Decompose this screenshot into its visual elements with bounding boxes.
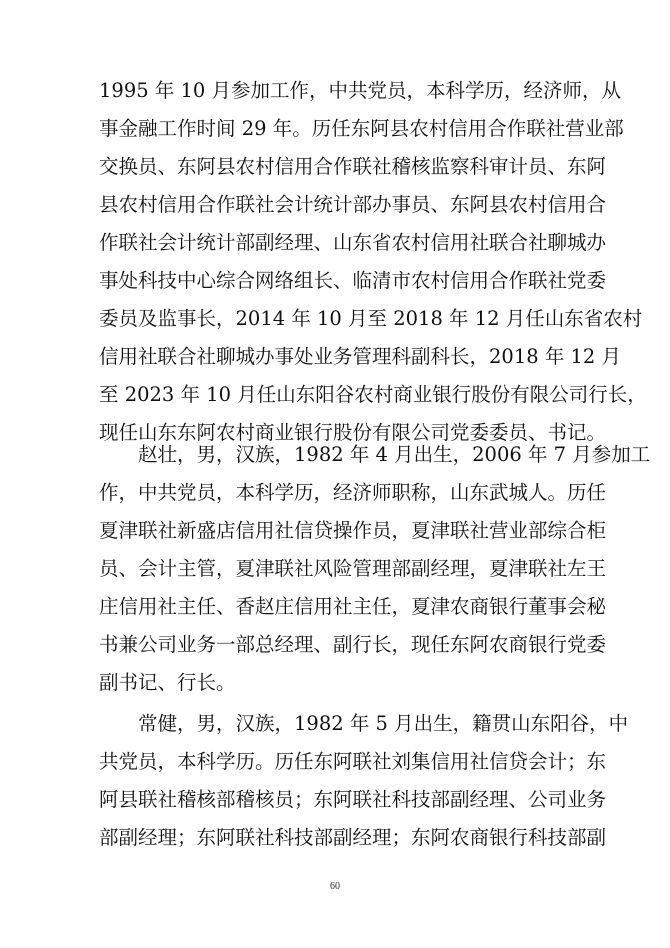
text-line: 书兼公司业务一部总经理、副行长，现任东阿农商银行党委: [99, 633, 607, 656]
paragraph-biography-chang-jian: [99, 705, 629, 857]
text-line: 赵壮，男，汉族，1982 年 4 月出生，2006 年 7 月参加工: [138, 443, 651, 466]
text-line: 员、会计主管，夏津联社风险管理部副经理，夏津联社左王: [99, 557, 607, 580]
text-line: 作联社会计统计部副经理、山东省农村信用社联合社聊城办: [99, 231, 607, 254]
text-line: 庄信用社主任、香赵庄信用社主任，夏津农商银行董事会秘: [99, 595, 607, 618]
paragraph-biography-1: [99, 72, 647, 452]
text-line: 至 2023 年 10 月任山东阳谷农村商业银行股份有限公司行长，: [99, 383, 647, 406]
text-line: 副书记、行长。: [99, 671, 236, 694]
text-line: 作，中共党员，本科学历，经济师职称，山东武城人。历任: [99, 481, 607, 504]
paragraph-biography-zhao-zhuang: [99, 436, 651, 702]
text-line: 夏津联社新盛店信用社信贷操作员，夏津联社营业部综合柜: [99, 519, 607, 542]
text-line: 委员及监事长，2014 年 10 月至 2018 年 12 月任山东省农村: [99, 307, 643, 330]
text-line: 事金融工作时间 29 年。历任东阿县农村信用合作联社营业部: [99, 117, 624, 140]
page-number: 60: [330, 881, 340, 892]
text-line: 现任山东东阿农村商业银行股份有限公司党委委员、书记。: [99, 421, 607, 444]
text-line: 共党员，本科学历。历任东阿联社刘集信用社信贷会计；东: [99, 750, 607, 773]
text-line: 常健，男，汉族，1982 年 5 月出生，籍贯山东阳谷，中: [138, 712, 629, 735]
text-line: 县农村信用合作联社会计统计部办事员、东阿县农村信用合: [99, 193, 607, 216]
text-line: 交换员、东阿县农村信用合作联社稽核监察科审计员、东阿: [99, 155, 607, 178]
text-line: 部副经理；东阿联社科技部副经理；东阿农商银行科技部副: [99, 826, 607, 849]
text-line: 1995 年 10 月参加工作，中共党员，本科学历，经济师，从: [99, 79, 622, 102]
text-line: 阿县联社稽核部稽核员；东阿联社科技部副经理、公司业务: [99, 788, 607, 811]
text-line: 信用社联合社聊城办事处业务管理科副科长，2018 年 12 月: [99, 345, 622, 368]
text-line: 事处科技中心综合网络组长、临清市农村信用合作联社党委: [99, 269, 607, 292]
